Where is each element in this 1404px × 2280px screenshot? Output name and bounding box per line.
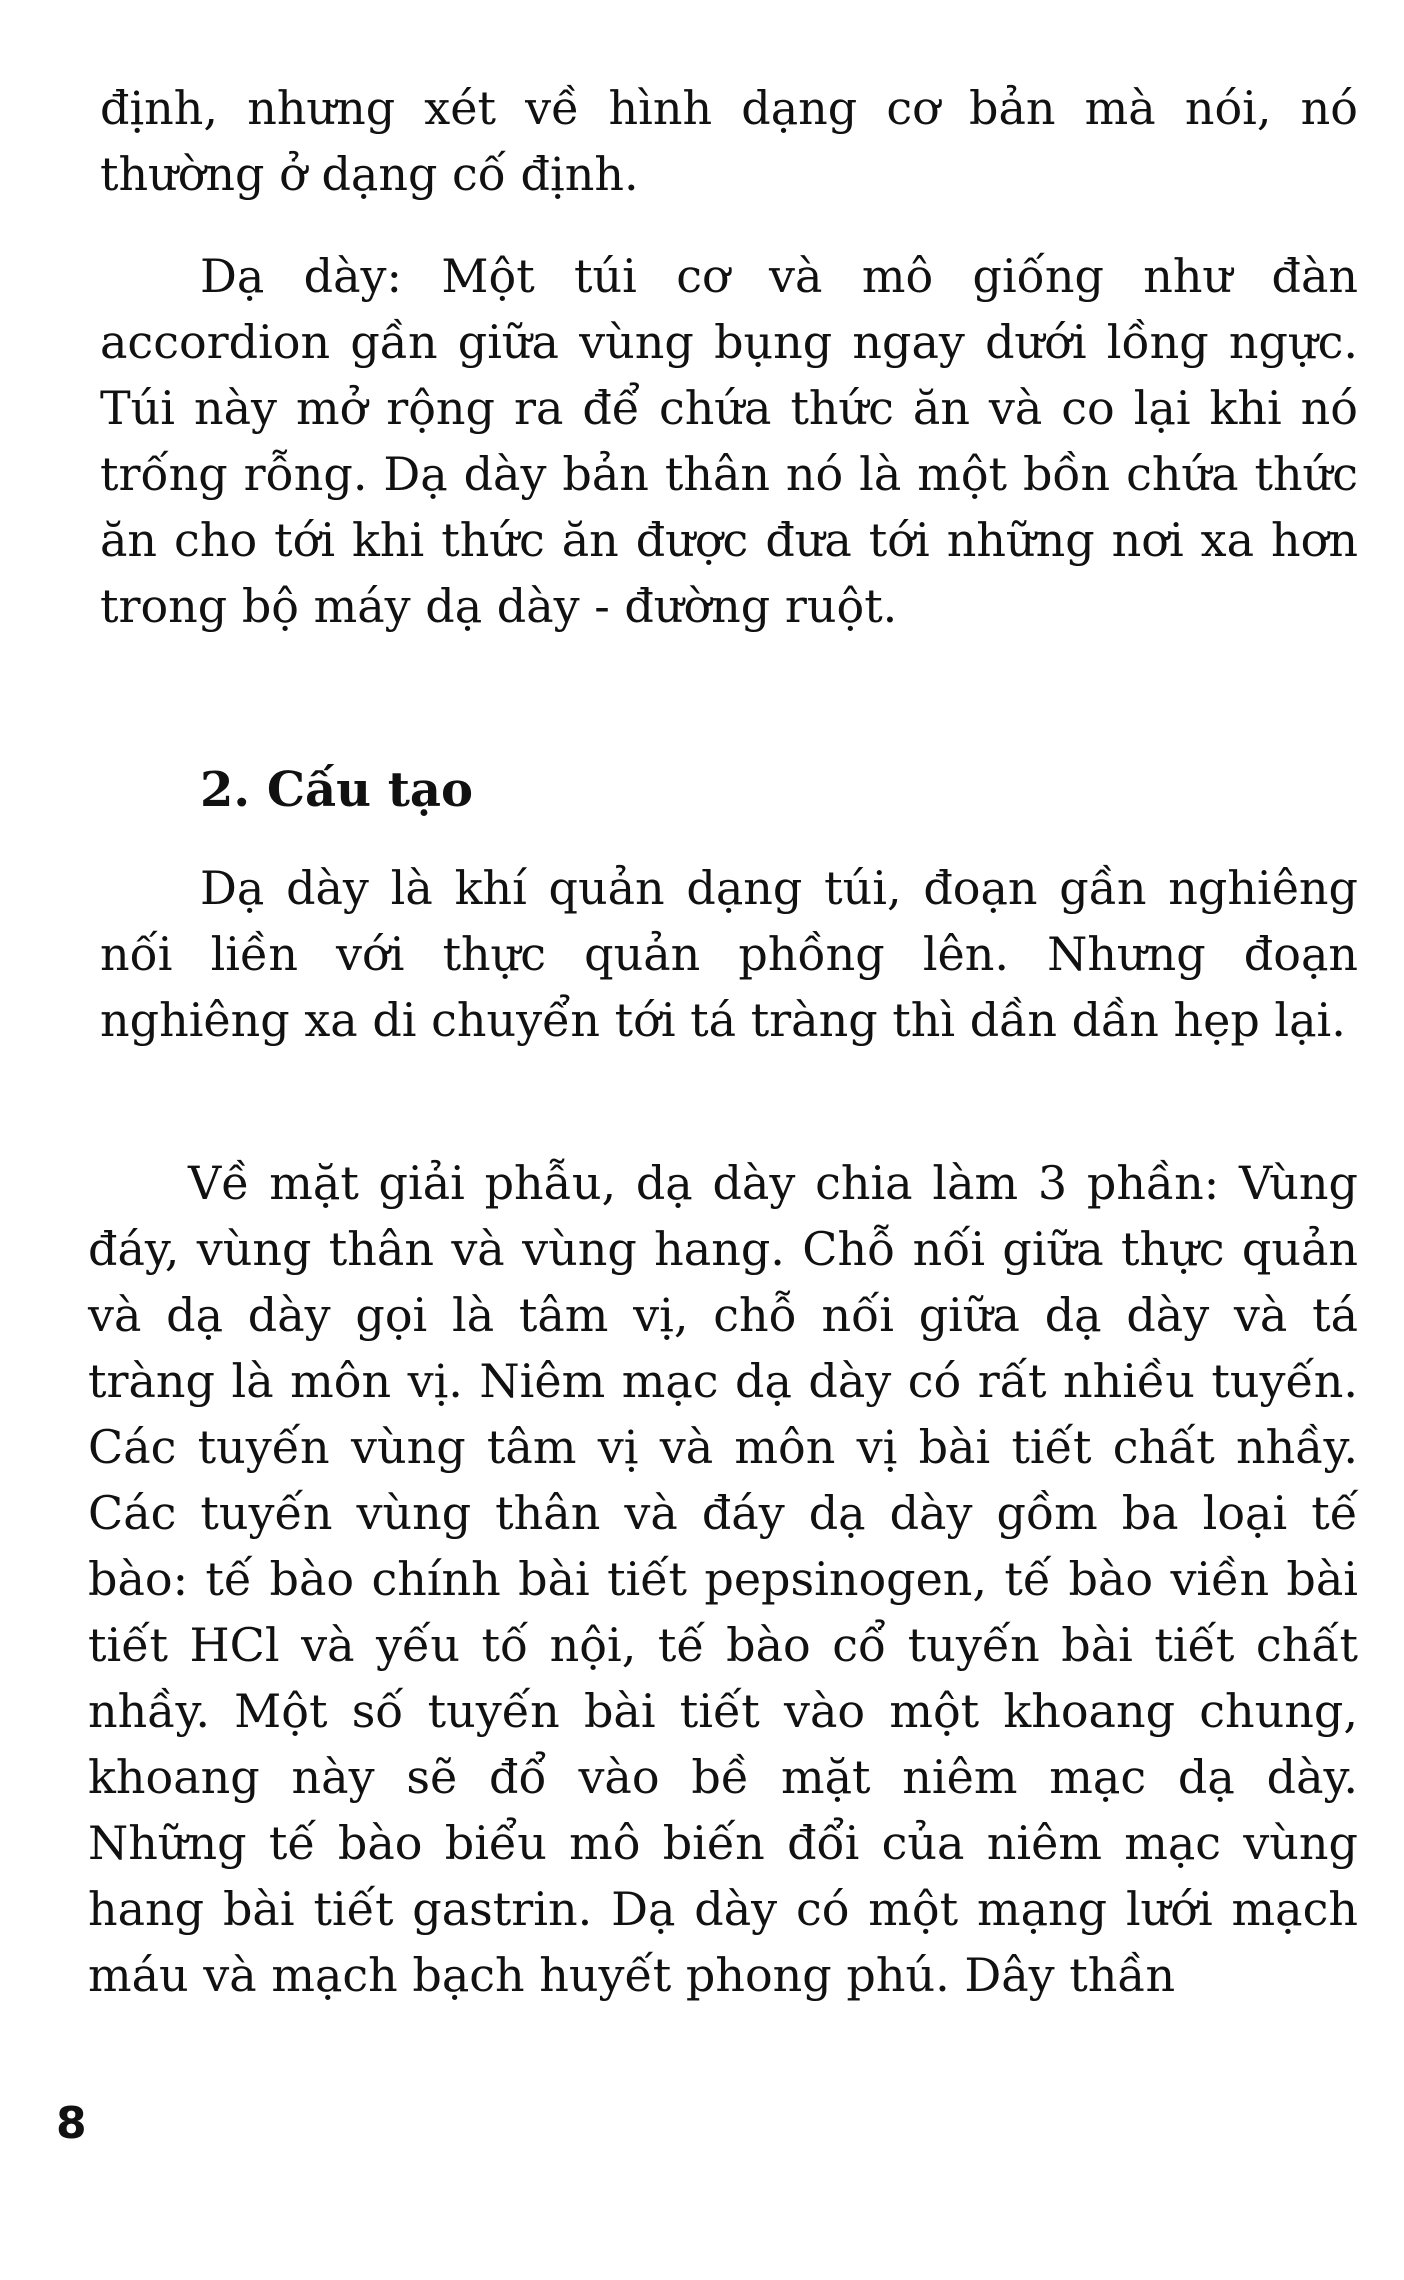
paragraph-stomach-definition: Dạ dày: Một túi cơ và mô giống như đàn accordion gần giữa vùng bụng ngay dưới lồng ngực. Túi này mở rộng ra để chứa thức ăn và co lại khi nó trống rỗng. Dạ dày bản thân nó là một bồn chứa thức ăn cho tới khi thức ăn được đưa tới những nơi xa hơn trong bộ máy dạ dày - đường ruột. (100, 249, 1358, 633)
paragraph-structure: Dạ dày là khí quản dạng túi, đoạn gần nghiêng nối liền với thực quản phồng lên. Nhưng đoạn nghiêng xa di chuyển tới tá tràng thì dần dần hẹp lại. (100, 861, 1358, 1047)
page-number: 8 (56, 2098, 87, 2149)
paragraph-anatomy: Về mặt giải phẫu, dạ dày chia làm 3 phần: Vùng đáy, vùng thân và vùng hang. Chỗ nối giữa thực quản và dạ dày gọi là tâm vị, chỗ nối giữa dạ dày và tá tràng là môn vị. Niêm mạc dạ dày có rất nhiều tuyến. Các tuyến vùng tâm vị và môn vị bài tiết chất nhầy. Các tuyến vùng thân và đáy dạ dày gồm ba loại tế bào: tế bào chính bài tiết pepsinogen, tế bào viền bài tiết HCl và yếu tố nội, tế bào cổ tuyến bài tiết chất nhầy. Một số tuyến bài tiết vào một khoang chung, khoang này sẽ đổ vào bề mặt niêm mạc dạ dày. Những tế bào biểu mô biến đổi của niêm mạc vùng hang bài tiết gastrin. Dạ dày có một mạng lưới mạch máu và mạch bạch huyết phong phú. Dây thần (88, 1156, 1358, 2002)
paragraph-continuation: định, nhưng xét về hình dạng cơ bản mà nói, nó thường ở dạng cố định. (100, 81, 1358, 201)
section-heading: 2. Cấu tạo (200, 762, 474, 818)
